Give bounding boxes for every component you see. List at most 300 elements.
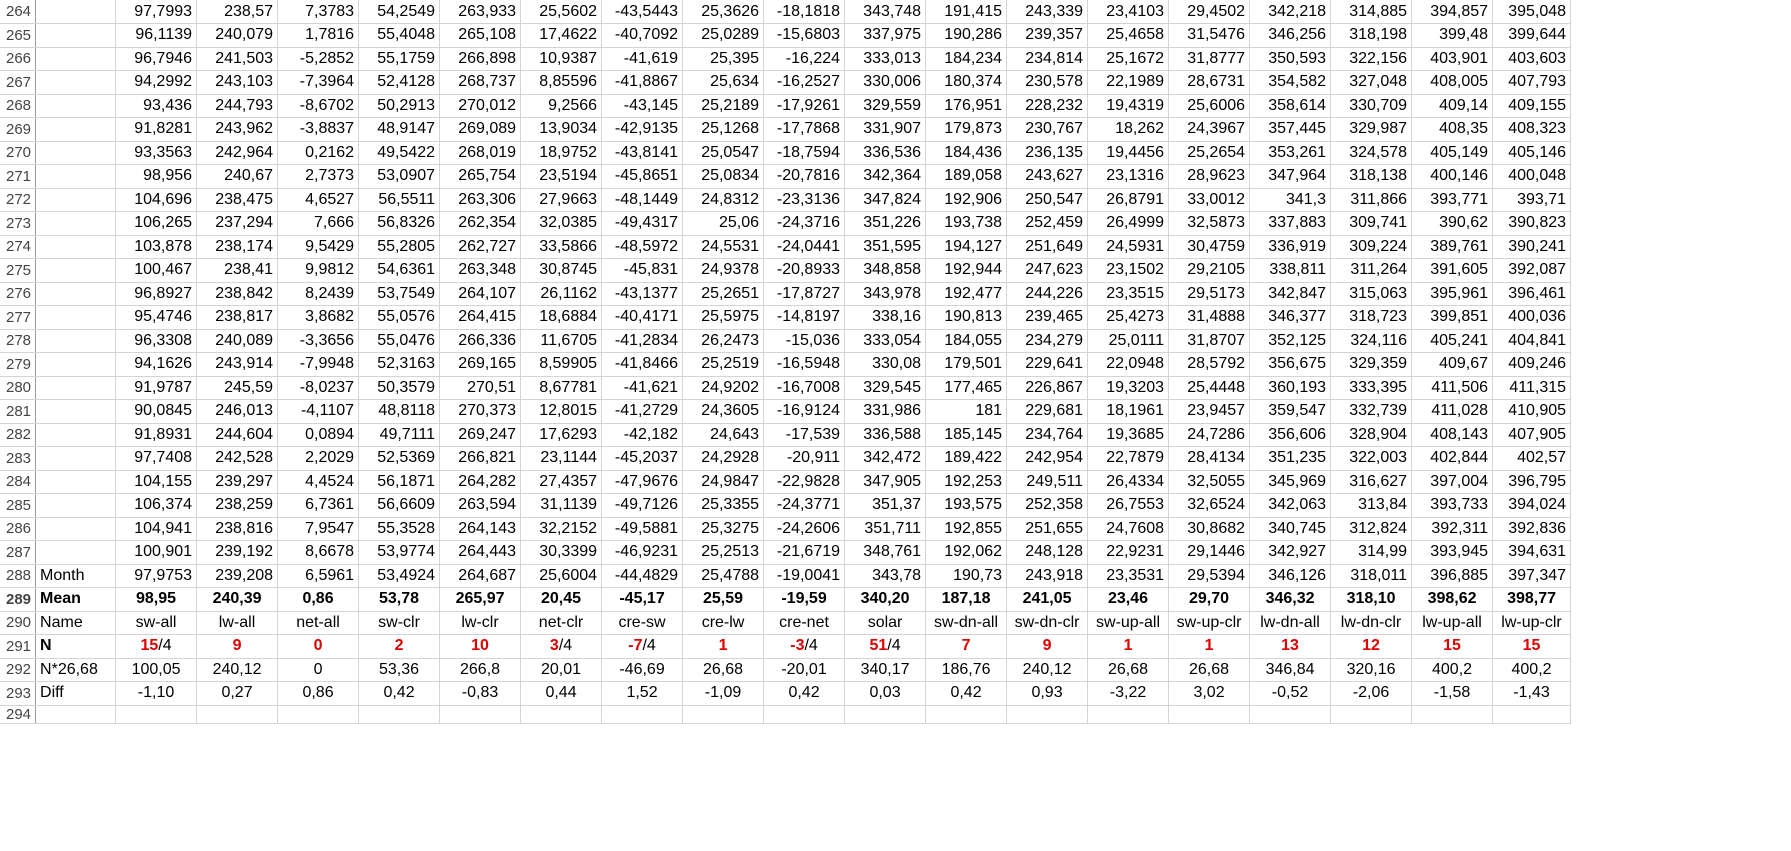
data-cell[interactable]: -17,539 — [764, 423, 845, 447]
data-cell[interactable] — [1169, 705, 1250, 723]
data-cell[interactable]: 6,7361 — [278, 494, 359, 518]
data-cell[interactable]: 91,8931 — [116, 423, 197, 447]
data-cell[interactable]: 394,631 — [1493, 541, 1571, 565]
data-cell[interactable]: 348,761 — [845, 541, 926, 565]
data-cell[interactable]: 0 — [278, 658, 359, 682]
data-cell[interactable]: -14,8197 — [764, 306, 845, 330]
data-cell[interactable] — [1250, 705, 1331, 723]
data-cell[interactable]: 20,45 — [521, 588, 602, 612]
data-cell[interactable]: 31,5476 — [1169, 24, 1250, 48]
data-cell[interactable]: 8,59905 — [521, 353, 602, 377]
data-cell[interactable]: 264,282 — [440, 470, 521, 494]
data-cell[interactable]: -20,911 — [764, 447, 845, 471]
data-cell[interactable]: -2,06 — [1331, 682, 1412, 706]
data-cell[interactable] — [359, 635, 440, 659]
data-cell[interactable]: 184,055 — [926, 329, 1007, 353]
data-cell[interactable]: -41,8466 — [602, 353, 683, 377]
data-cell[interactable]: 234,764 — [1007, 423, 1088, 447]
data-cell[interactable]: 347,905 — [845, 470, 926, 494]
data-cell[interactable]: 26,4999 — [1088, 212, 1169, 236]
data-cell[interactable]: 24,3605 — [683, 400, 764, 424]
data-cell[interactable]: 341,3 — [1250, 188, 1331, 212]
data-cell[interactable]: 29,2105 — [1169, 259, 1250, 283]
data-cell[interactable] — [1331, 635, 1412, 659]
data-cell[interactable]: 400,036 — [1493, 306, 1571, 330]
data-cell[interactable]: 392,836 — [1493, 517, 1571, 541]
data-cell[interactable]: -8,6702 — [278, 94, 359, 118]
data-cell[interactable]: 0,93 — [1007, 682, 1088, 706]
data-cell[interactable]: 408,323 — [1493, 118, 1571, 142]
data-cell[interactable]: 9,2566 — [521, 94, 602, 118]
data-cell[interactable]: 238,41 — [197, 259, 278, 283]
data-cell[interactable]: 6,5961 — [278, 564, 359, 588]
data-cell[interactable]: -42,9135 — [602, 118, 683, 142]
data-cell[interactable]: -20,01 — [764, 658, 845, 682]
data-cell[interactable]: 26,1162 — [521, 282, 602, 306]
data-cell[interactable] — [1088, 635, 1169, 659]
data-cell[interactable]: 19,4319 — [1088, 94, 1169, 118]
row-number-header[interactable]: 274 — [0, 235, 36, 259]
data-cell[interactable]: 400,2 — [1493, 658, 1571, 682]
row-number-header[interactable]: 294 — [0, 705, 36, 723]
data-cell[interactable] — [197, 705, 278, 723]
data-cell[interactable]: 25,3626 — [683, 0, 764, 24]
data-cell[interactable]: 49,5422 — [359, 141, 440, 165]
data-cell[interactable]: 7,3783 — [278, 0, 359, 24]
data-cell[interactable]: -0,83 — [440, 682, 521, 706]
data-cell[interactable]: 25,1268 — [683, 118, 764, 142]
data-cell[interactable]: 395,961 — [1412, 282, 1493, 306]
data-cell[interactable] — [1493, 635, 1571, 659]
data-cell[interactable]: 97,7408 — [116, 447, 197, 471]
data-cell[interactable]: 189,058 — [926, 165, 1007, 189]
data-cell[interactable]: 314,99 — [1331, 541, 1412, 565]
data-cell[interactable]: 104,696 — [116, 188, 197, 212]
data-cell[interactable]: 346,32 — [1250, 588, 1331, 612]
data-cell[interactable]: 336,536 — [845, 141, 926, 165]
data-cell[interactable]: 322,156 — [1331, 47, 1412, 71]
data-cell[interactable]: -23,3136 — [764, 188, 845, 212]
data-cell[interactable]: 351,235 — [1250, 447, 1331, 471]
data-cell[interactable]: 25,4658 — [1088, 24, 1169, 48]
data-cell[interactable]: 243,962 — [197, 118, 278, 142]
data-cell[interactable]: 399,851 — [1412, 306, 1493, 330]
data-cell[interactable]: 342,472 — [845, 447, 926, 471]
data-cell[interactable]: 333,013 — [845, 47, 926, 71]
data-cell[interactable]: -3,22 — [1088, 682, 1169, 706]
data-cell[interactable]: 332,739 — [1331, 400, 1412, 424]
data-cell[interactable]: 234,814 — [1007, 47, 1088, 71]
data-cell[interactable]: 7,9547 — [278, 517, 359, 541]
data-cell[interactable]: 398,77 — [1493, 588, 1571, 612]
data-cell[interactable]: 329,545 — [845, 376, 926, 400]
data-cell[interactable]: 351,37 — [845, 494, 926, 518]
data-cell[interactable]: 26,7553 — [1088, 494, 1169, 518]
data-cell[interactable]: 251,649 — [1007, 235, 1088, 259]
data-cell[interactable]: -45,2037 — [602, 447, 683, 471]
data-cell[interactable]: 185,145 — [926, 423, 1007, 447]
data-cell[interactable]: 192,062 — [926, 541, 1007, 565]
data-cell[interactable]: -17,8727 — [764, 282, 845, 306]
data-cell[interactable]: 25,5975 — [683, 306, 764, 330]
data-cell[interactable]: 25,06 — [683, 212, 764, 236]
data-cell[interactable]: -4,1107 — [278, 400, 359, 424]
data-cell[interactable]: -18,1818 — [764, 0, 845, 24]
data-cell[interactable]: 239,208 — [197, 564, 278, 588]
data-cell[interactable]: 33,5866 — [521, 235, 602, 259]
row-number-header[interactable]: 267 — [0, 71, 36, 95]
data-cell[interactable]: cre-sw — [602, 611, 683, 635]
data-cell[interactable]: -17,9261 — [764, 94, 845, 118]
data-cell[interactable]: 22,7879 — [1088, 447, 1169, 471]
data-cell[interactable] — [1412, 705, 1493, 723]
data-cell[interactable] — [521, 705, 602, 723]
data-cell[interactable]: 53,0907 — [359, 165, 440, 189]
data-cell[interactable]: 239,465 — [1007, 306, 1088, 330]
data-cell[interactable]: 33,0012 — [1169, 188, 1250, 212]
data-cell[interactable]: 229,641 — [1007, 353, 1088, 377]
data-cell[interactable]: -41,621 — [602, 376, 683, 400]
data-cell[interactable]: 54,2549 — [359, 0, 440, 24]
data-cell[interactable]: 343,748 — [845, 0, 926, 24]
data-cell[interactable]: 343,78 — [845, 564, 926, 588]
data-cell[interactable]: 407,905 — [1493, 423, 1571, 447]
data-cell[interactable]: 390,241 — [1493, 235, 1571, 259]
data-cell[interactable]: 244,226 — [1007, 282, 1088, 306]
data-cell[interactable]: 314,885 — [1331, 0, 1412, 24]
data-cell[interactable]: 315,063 — [1331, 282, 1412, 306]
row-number-header[interactable]: 269 — [0, 118, 36, 142]
data-cell[interactable]: -48,1449 — [602, 188, 683, 212]
data-cell[interactable]: 103,878 — [116, 235, 197, 259]
data-cell[interactable]: 342,927 — [1250, 541, 1331, 565]
data-cell[interactable]: 331,986 — [845, 400, 926, 424]
row-number-header[interactable]: 292 — [0, 658, 36, 682]
data-cell[interactable]: -19,59 — [764, 588, 845, 612]
data-cell[interactable]: 246,013 — [197, 400, 278, 424]
data-cell[interactable]: 318,198 — [1331, 24, 1412, 48]
row-number-header[interactable]: 264 — [0, 0, 36, 24]
data-cell[interactable]: 262,727 — [440, 235, 521, 259]
cell-label[interactable] — [36, 306, 116, 330]
data-cell[interactable]: 19,4456 — [1088, 141, 1169, 165]
data-cell[interactable]: 179,873 — [926, 118, 1007, 142]
data-cell[interactable]: 237,294 — [197, 212, 278, 236]
data-cell[interactable]: 270,373 — [440, 400, 521, 424]
data-cell[interactable]: 96,7946 — [116, 47, 197, 71]
data-cell[interactable]: -19,0041 — [764, 564, 845, 588]
data-cell[interactable]: -8,0237 — [278, 376, 359, 400]
data-cell[interactable]: 25,2519 — [683, 353, 764, 377]
data-cell[interactable]: 393,71 — [1493, 188, 1571, 212]
data-cell[interactable]: 53,78 — [359, 588, 440, 612]
data-cell[interactable]: 50,3579 — [359, 376, 440, 400]
data-cell[interactable]: 24,643 — [683, 423, 764, 447]
data-cell[interactable]: 96,3308 — [116, 329, 197, 353]
data-cell[interactable]: solar — [845, 611, 926, 635]
data-cell[interactable]: 30,8682 — [1169, 517, 1250, 541]
data-cell[interactable]: 407,793 — [1493, 71, 1571, 95]
row-number-header[interactable]: 265 — [0, 24, 36, 48]
data-cell[interactable]: 32,6524 — [1169, 494, 1250, 518]
data-cell[interactable]: 238,57 — [197, 0, 278, 24]
data-cell[interactable]: 184,436 — [926, 141, 1007, 165]
data-cell[interactable]: 360,193 — [1250, 376, 1331, 400]
data-cell[interactable]: 184,234 — [926, 47, 1007, 71]
data-cell[interactable]: 241,05 — [1007, 588, 1088, 612]
data-cell[interactable]: 270,012 — [440, 94, 521, 118]
row-number-header[interactable]: 270 — [0, 141, 36, 165]
data-cell[interactable]: 264,687 — [440, 564, 521, 588]
data-cell[interactable]: 31,8777 — [1169, 47, 1250, 71]
cell-label[interactable]: Diff — [36, 682, 116, 706]
data-cell[interactable]: 265,754 — [440, 165, 521, 189]
cell-label[interactable]: N*26,68 — [36, 658, 116, 682]
data-cell[interactable]: 329,987 — [1331, 118, 1412, 142]
row-number-header[interactable]: 293 — [0, 682, 36, 706]
data-cell[interactable]: 104,941 — [116, 517, 197, 541]
data-cell[interactable]: -7,3964 — [278, 71, 359, 95]
data-cell[interactable]: 346,126 — [1250, 564, 1331, 588]
data-cell[interactable]: 53,4924 — [359, 564, 440, 588]
row-number-header[interactable]: 278 — [0, 329, 36, 353]
data-cell[interactable]: 346,377 — [1250, 306, 1331, 330]
data-cell[interactable]: 226,867 — [1007, 376, 1088, 400]
data-cell[interactable]: 347,824 — [845, 188, 926, 212]
data-cell[interactable]: -43,5443 — [602, 0, 683, 24]
data-cell[interactable]: 177,465 — [926, 376, 1007, 400]
data-cell[interactable]: 265,108 — [440, 24, 521, 48]
data-cell[interactable]: 104,155 — [116, 470, 197, 494]
row-number-header[interactable]: 291 — [0, 635, 36, 659]
data-cell[interactable]: 48,9147 — [359, 118, 440, 142]
cell-label[interactable] — [36, 376, 116, 400]
data-cell[interactable]: 31,1139 — [521, 494, 602, 518]
data-cell[interactable]: -16,7008 — [764, 376, 845, 400]
data-cell[interactable]: 400,2 — [1412, 658, 1493, 682]
data-cell[interactable]: -16,5948 — [764, 353, 845, 377]
data-cell[interactable]: 25,4448 — [1169, 376, 1250, 400]
data-cell[interactable]: 48,8118 — [359, 400, 440, 424]
data-cell[interactable]: 402,57 — [1493, 447, 1571, 471]
row-number-header[interactable]: 275 — [0, 259, 36, 283]
data-cell[interactable]: 269,247 — [440, 423, 521, 447]
row-number-header[interactable]: 288 — [0, 564, 36, 588]
data-cell[interactable] — [683, 705, 764, 723]
data-cell[interactable]: -3,8837 — [278, 118, 359, 142]
data-cell[interactable]: 411,028 — [1412, 400, 1493, 424]
data-cell[interactable]: 32,5873 — [1169, 212, 1250, 236]
cell-label[interactable]: Mean — [36, 588, 116, 612]
data-cell[interactable]: 26,68 — [1088, 658, 1169, 682]
data-cell[interactable]: 403,603 — [1493, 47, 1571, 71]
data-cell[interactable]: 340,17 — [845, 658, 926, 682]
data-cell[interactable]: 270,51 — [440, 376, 521, 400]
cell-label[interactable] — [36, 141, 116, 165]
data-cell[interactable] — [278, 705, 359, 723]
data-cell[interactable]: 318,011 — [1331, 564, 1412, 588]
data-cell[interactable]: 53,9774 — [359, 541, 440, 565]
data-cell[interactable]: -45,831 — [602, 259, 683, 283]
data-cell[interactable]: 7,666 — [278, 212, 359, 236]
data-cell[interactable]: 352,125 — [1250, 329, 1331, 353]
data-cell[interactable]: 100,901 — [116, 541, 197, 565]
data-cell[interactable]: 238,842 — [197, 282, 278, 306]
data-cell[interactable]: 350,593 — [1250, 47, 1331, 71]
data-cell[interactable]: 331,907 — [845, 118, 926, 142]
data-cell[interactable]: 56,6609 — [359, 494, 440, 518]
data-cell[interactable]: 25,0547 — [683, 141, 764, 165]
data-cell[interactable]: 239,192 — [197, 541, 278, 565]
data-cell[interactable]: 391,605 — [1412, 259, 1493, 283]
data-cell[interactable]: 409,155 — [1493, 94, 1571, 118]
data-cell[interactable]: 338,16 — [845, 306, 926, 330]
data-cell[interactable]: 24,9847 — [683, 470, 764, 494]
data-cell[interactable]: -43,145 — [602, 94, 683, 118]
data-cell[interactable] — [116, 705, 197, 723]
data-cell[interactable]: 240,079 — [197, 24, 278, 48]
row-number-header[interactable]: 266 — [0, 47, 36, 71]
data-cell[interactable]: 8,6678 — [278, 541, 359, 565]
row-number-header[interactable]: 277 — [0, 306, 36, 330]
data-cell[interactable]: 396,885 — [1412, 564, 1493, 588]
data-cell[interactable]: 393,771 — [1412, 188, 1493, 212]
data-cell[interactable]: -24,2606 — [764, 517, 845, 541]
data-cell[interactable]: -49,7126 — [602, 494, 683, 518]
data-cell[interactable]: 192,906 — [926, 188, 1007, 212]
data-cell[interactable]: 28,6731 — [1169, 71, 1250, 95]
data-cell[interactable]: 25,2654 — [1169, 141, 1250, 165]
data-cell[interactable]: 56,5511 — [359, 188, 440, 212]
data-cell[interactable]: 190,73 — [926, 564, 1007, 588]
data-cell[interactable]: 91,9787 — [116, 376, 197, 400]
data-cell[interactable]: 266,898 — [440, 47, 521, 71]
data-cell[interactable]: 24,8312 — [683, 188, 764, 212]
row-number-header[interactable]: 286 — [0, 517, 36, 541]
data-cell[interactable]: 248,128 — [1007, 541, 1088, 565]
cell-label[interactable] — [36, 259, 116, 283]
data-cell[interactable]: 318,723 — [1331, 306, 1412, 330]
data-cell[interactable]: 25,59 — [683, 588, 764, 612]
data-cell[interactable]: 353,261 — [1250, 141, 1331, 165]
data-cell[interactable]: 409,246 — [1493, 353, 1571, 377]
data-cell[interactable]: -22,9828 — [764, 470, 845, 494]
data-cell[interactable]: 98,95 — [116, 588, 197, 612]
data-cell[interactable] — [440, 705, 521, 723]
data-cell[interactable]: 0,44 — [521, 682, 602, 706]
data-cell[interactable]: 106,265 — [116, 212, 197, 236]
row-number-header[interactable]: 283 — [0, 447, 36, 471]
data-cell[interactable]: 55,0576 — [359, 306, 440, 330]
data-cell[interactable]: 313,84 — [1331, 494, 1412, 518]
data-cell[interactable]: 357,445 — [1250, 118, 1331, 142]
data-cell[interactable]: 409,67 — [1412, 353, 1493, 377]
data-cell[interactable]: 0,2162 — [278, 141, 359, 165]
cell-label[interactable] — [36, 353, 116, 377]
data-cell[interactable]: lw-up-clr — [1493, 611, 1571, 635]
data-cell[interactable]: 330,709 — [1331, 94, 1412, 118]
data-cell[interactable]: 187,18 — [926, 588, 1007, 612]
data-cell[interactable]: 397,004 — [1412, 470, 1493, 494]
data-cell[interactable]: 24,9202 — [683, 376, 764, 400]
data-cell[interactable]: 264,107 — [440, 282, 521, 306]
data-cell[interactable]: 309,224 — [1331, 235, 1412, 259]
data-cell[interactable]: 22,1989 — [1088, 71, 1169, 95]
data-cell[interactable]: 186,76 — [926, 658, 1007, 682]
data-cell[interactable]: 264,443 — [440, 541, 521, 565]
data-cell[interactable]: -41,2729 — [602, 400, 683, 424]
data-cell[interactable]: 0,42 — [764, 682, 845, 706]
data-cell[interactable]: 94,1626 — [116, 353, 197, 377]
data-cell[interactable]: 25,6006 — [1169, 94, 1250, 118]
data-cell[interactable]: lw-clr — [440, 611, 521, 635]
data-cell[interactable]: 28,4134 — [1169, 447, 1250, 471]
data-cell[interactable]: 252,459 — [1007, 212, 1088, 236]
cell-label[interactable] — [36, 118, 116, 142]
data-cell[interactable]: 25,3355 — [683, 494, 764, 518]
data-cell[interactable]: 351,595 — [845, 235, 926, 259]
data-cell[interactable]: 4,4524 — [278, 470, 359, 494]
data-cell[interactable]: 26,68 — [1169, 658, 1250, 682]
data-cell[interactable]: -49,4317 — [602, 212, 683, 236]
cell-label[interactable] — [36, 423, 116, 447]
cell-label[interactable] — [36, 71, 116, 95]
data-cell[interactable]: 356,675 — [1250, 353, 1331, 377]
data-cell[interactable]: 8,2439 — [278, 282, 359, 306]
data-cell[interactable]: -16,9124 — [764, 400, 845, 424]
data-cell[interactable]: 1,52 — [602, 682, 683, 706]
data-cell[interactable]: 2,2029 — [278, 447, 359, 471]
data-cell[interactable]: 240,12 — [197, 658, 278, 682]
cell-label[interactable]: Month — [36, 564, 116, 588]
data-cell[interactable]: 18,262 — [1088, 118, 1169, 142]
row-number-header[interactable]: 273 — [0, 212, 36, 236]
data-cell[interactable]: 23,1144 — [521, 447, 602, 471]
data-cell[interactable]: 342,364 — [845, 165, 926, 189]
data-cell[interactable]: 266,336 — [440, 329, 521, 353]
data-cell[interactable]: 8,85596 — [521, 71, 602, 95]
data-cell[interactable]: 263,933 — [440, 0, 521, 24]
data-cell[interactable]: 400,146 — [1412, 165, 1493, 189]
data-cell[interactable]: 240,39 — [197, 588, 278, 612]
data-cell[interactable] — [1088, 705, 1169, 723]
data-cell[interactable]: 243,103 — [197, 71, 278, 95]
data-cell[interactable]: 106,374 — [116, 494, 197, 518]
data-cell[interactable]: 389,761 — [1412, 235, 1493, 259]
data-cell[interactable]: 269,165 — [440, 353, 521, 377]
data-cell[interactable]: 29,5394 — [1169, 564, 1250, 588]
data-cell[interactable]: 55,3528 — [359, 517, 440, 541]
data-cell[interactable]: -44,4829 — [602, 564, 683, 588]
data-cell[interactable]: 193,575 — [926, 494, 1007, 518]
data-cell[interactable]: 396,795 — [1493, 470, 1571, 494]
data-cell[interactable]: 32,0385 — [521, 212, 602, 236]
data-cell[interactable]: 230,767 — [1007, 118, 1088, 142]
data-cell[interactable] — [116, 635, 197, 659]
data-cell[interactable]: -0,52 — [1250, 682, 1331, 706]
data-cell[interactable]: 26,8791 — [1088, 188, 1169, 212]
data-cell[interactable]: 1,7816 — [278, 24, 359, 48]
data-cell[interactable]: 342,218 — [1250, 0, 1331, 24]
data-cell[interactable]: 0,42 — [359, 682, 440, 706]
data-cell[interactable]: 0,86 — [278, 588, 359, 612]
cell-label[interactable]: N — [36, 635, 116, 659]
data-cell[interactable] — [764, 635, 845, 659]
data-cell[interactable]: 192,477 — [926, 282, 1007, 306]
data-cell[interactable]: 98,956 — [116, 165, 197, 189]
data-cell[interactable]: 399,48 — [1412, 24, 1493, 48]
data-cell[interactable]: -48,5972 — [602, 235, 683, 259]
